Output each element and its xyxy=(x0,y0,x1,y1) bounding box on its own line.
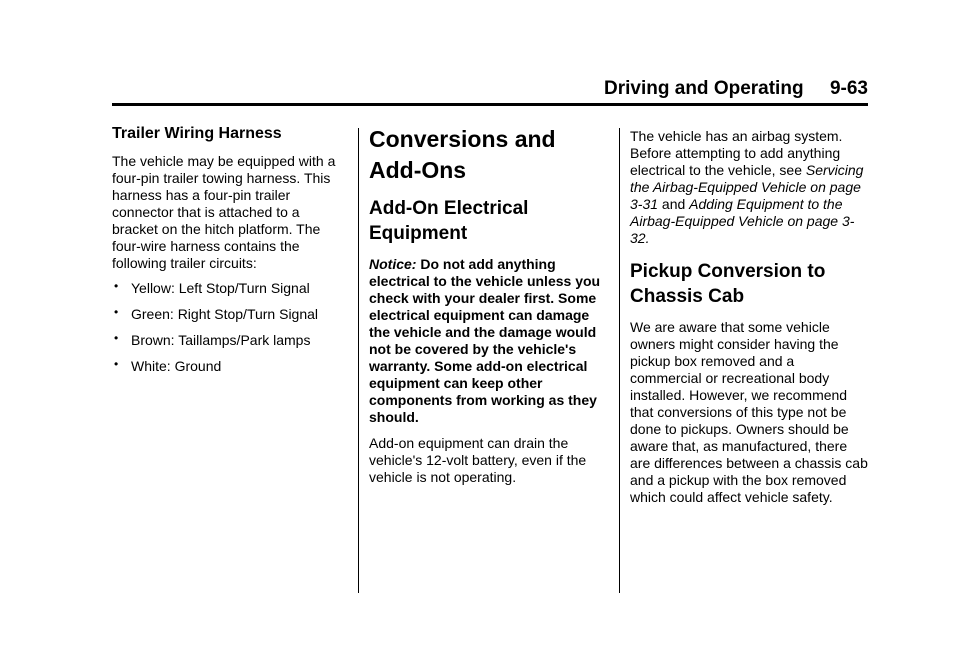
column-3 xyxy=(630,128,868,515)
add-on-paragraph: Add-on equipment can drain the vehicle's 12-volt battery, even if the vehicle is not operating. xyxy=(369,435,587,485)
notice-label: Notice: xyxy=(369,256,417,272)
conversions-title: Conversions and Add-Ons xyxy=(369,126,556,183)
list-item: • White: Ground xyxy=(114,357,222,374)
notice-text: Do not add anything electrical to the vehicle unless you check with your dealer first. Some electrical equipment can damage the vehicle and the damage would not be covered by the vehicle's warranty. Some add-on electrical equipment can keep other components from working as they should. xyxy=(369,256,601,425)
section-name: Driving and Operating xyxy=(604,78,804,99)
airbag-paragraph: The vehicle has an airbag system. Before attempting to add anything electrical to the vehicle, see Servicing the Airbag-Equipped Vehicle on page 3-31 and Adding Equipment to the Airbag-Equipped Vehicle on page 3-32. xyxy=(630,128,864,246)
list-item: • Green: Right Stop/Turn Signal xyxy=(114,305,319,322)
trailer-wiring-heading: Trailer Wiring Harness xyxy=(112,125,282,142)
add-on-electrical-heading: Add-On Electrical Equipment xyxy=(369,198,529,244)
trailer-wiring-paragraph: The vehicle may be equipped with a four-pin trailer towing harness. This harness has a four-pin trailer connector that is attached to a bracket on the hitch platform. The four-wire harness contains the following trailer circuits: xyxy=(112,153,336,271)
bullet-icon: • xyxy=(114,305,119,319)
airbag-reference-link-2[interactable]: Adding Equipment to the Airbag-Equipped Vehicle on page 3-32. xyxy=(630,196,855,246)
airbag-reference-link-1[interactable]: Servicing the Airbag-Equipped Vehicle on page 3-31 xyxy=(630,162,864,212)
column-1 xyxy=(112,124,338,384)
column-divider-1 xyxy=(358,128,359,593)
header-rule xyxy=(112,103,868,106)
column-2 xyxy=(369,124,603,495)
trailer-circuit-list xyxy=(112,280,338,375)
column-divider-2 xyxy=(619,128,620,593)
list-item: • Yellow: Left Stop/Turn Signal xyxy=(114,279,310,296)
bullet-icon: • xyxy=(114,331,119,345)
bullet-icon: • xyxy=(114,357,119,371)
page-number: 9-63 xyxy=(829,78,868,99)
pickup-conversion-heading: Pickup Conversion to Chassis Cab xyxy=(630,261,826,307)
list-item: • Brown: Taillamps/Park lamps xyxy=(114,331,311,348)
page-header xyxy=(112,78,868,106)
header-title xyxy=(604,78,868,100)
bullet-icon: • xyxy=(114,279,119,293)
pickup-conversion-paragraph: We are aware that some vehicle owners might consider having the pickup box removed and a commercial or recreational body installed. However, we recommend that conversions of this type not be done to pickups. Owners should be aware that, as manufactured, there are differences between a chassis cab and a pickup with the box removed which could affect vehicle safety. xyxy=(630,319,868,505)
notice-block xyxy=(369,256,603,426)
